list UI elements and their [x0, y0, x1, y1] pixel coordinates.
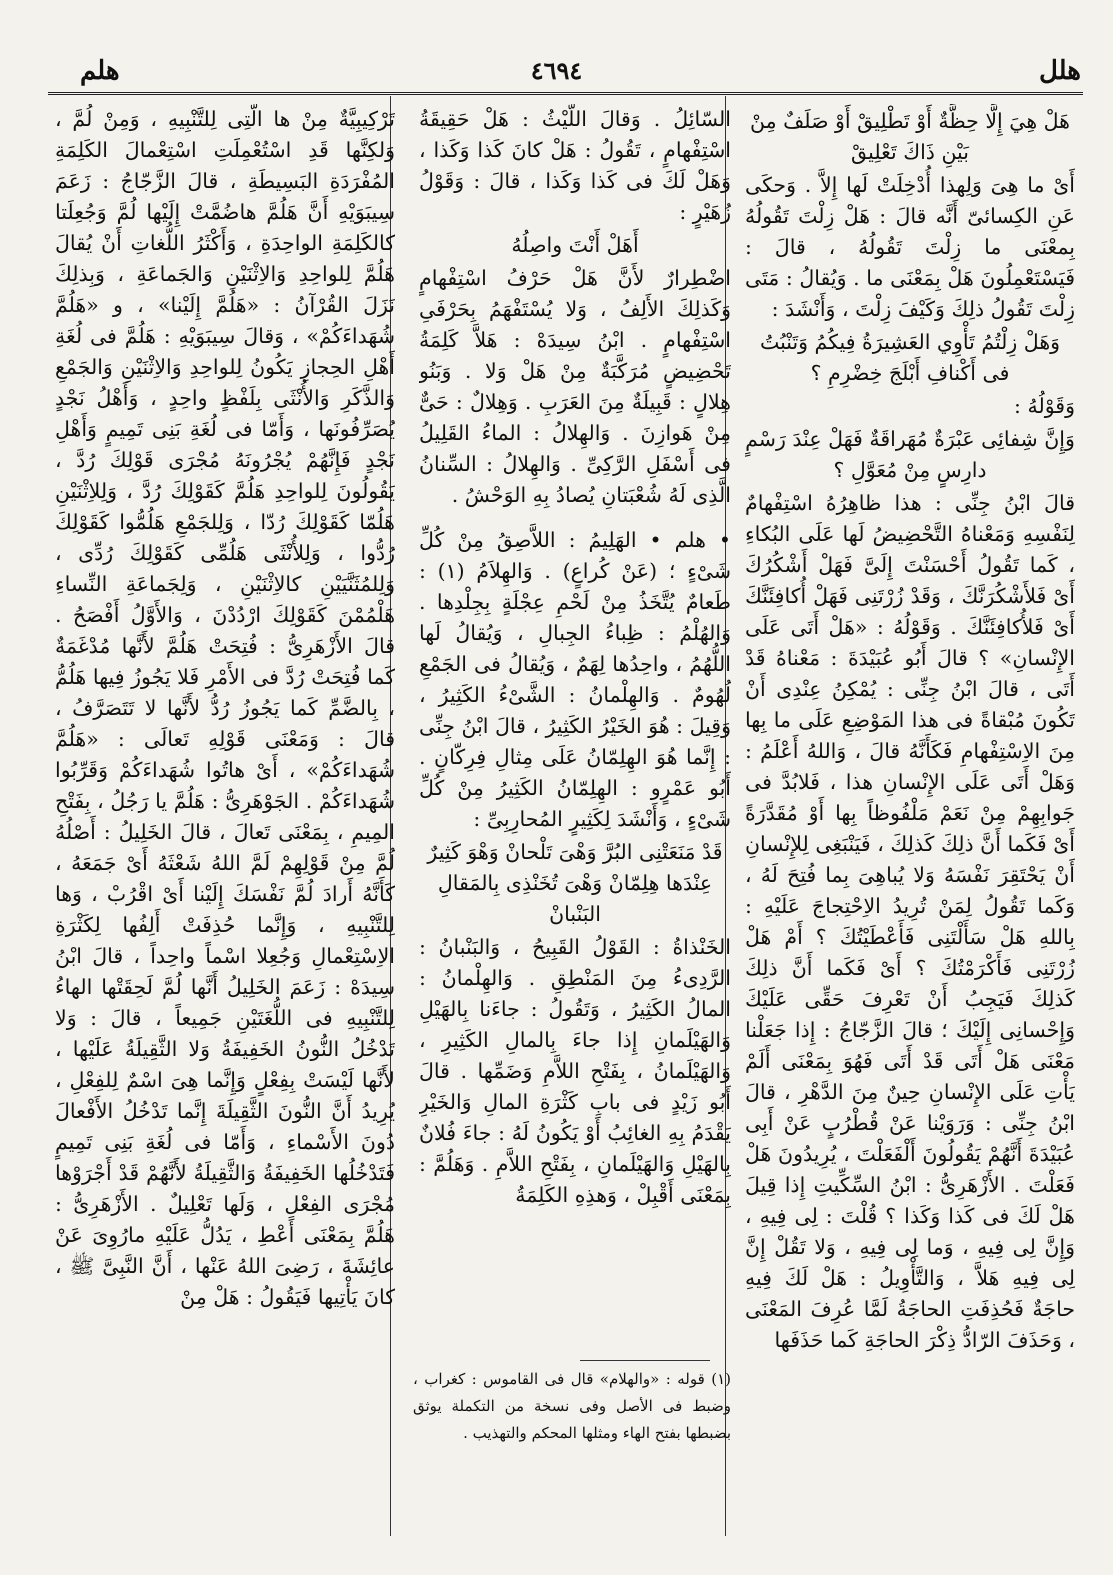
- paragraph: أَىْ ما هِىَ وَلِهذا أُدْخِلَتْ لَها إِلاَّ . وَحكَى عَنِ الكِسائىّ أَنَّه قالَ : هَلْ زِلْتَ تَقُولُهُ بِمعْنَى ما زِلْتَ تَقُولُهُ ، قالَ : فَيَسْتَعْمِلُونَ هَلْ بِمَعْنَى ما . وَيُقالُ : مَتَى زِلْتَ تَقُولُ ذلِكَ وَكَيْفَ زِلْتَ ، وَأَنْشَدَ :: [745, 173, 1075, 321]
- paragraph: اضْطِرارٌ لأَنَّ هَلْ حَرْفُ اسْتِفْهامٍ وَكَذلِكَ الأَلِفُ ، وَلا يُسْتَفْهَمُ بِحَرْفَىِ اسْتِفْهامٍ . ابْنُ سِيدَهْ : هَلاَّ كَلِمَةُ تَحْضِيضٍ مُرَكَّبَةٌ مِنْ هَلْ وَلا . وَبَنُو هِلالٍ : قَبِيلَةٌ مِنَ العَرَبِ . وَهِلالٌ : حَىٌّ مِنْ هَوازِنَ . وَالهِلالُ : الماءُ القَلِيلُ فى أَسْفَلِ الرَّكِىِّ . وَالهِلالُ : السِّنانُ الَّذِى لَهُ شُعْبَتانِ يُصادُ بِهِ الوَحْشُ .: [419, 266, 731, 507]
- text-column-left: [55, 104, 395, 1544]
- paragraph: وَقَوْلُهُ :: [1014, 394, 1075, 418]
- paragraph: تَرْكِيبِيَّةٌ مِنْ ها الَّتِى لِلتَّنْبِيهِ ، وَمِنْ لُمَّ ، وَلكِنَّها قَدِ اسْتُعْمِلَتِ اسْتِعْمالَ الكَلِمَةِ المُفْرَدَةِ البَسِيطَةِ ، قالَ الزَّجّاجُ : زَعَمَ سِيبَوَيْهِ أَنَّ هَلُمَّ هاضُمَّتْ إِلَيْها لُمَّ وَجُعِلَتا كالكَلِمَةِ الواحِدَةِ ، وَأَكْثَرُ اللُّغاتِ أَنْ يُقالَ هَلُمَّ لِلواحِدِ وَالاِثْنَيْنِ وَالجَماعَةِ ، وَبِذلِكَ نَزَلَ القُرْآنُ : «هَلُمَّ إِلَيْنا» ، و «هَلُمَّ شُهَداءَكُمْ» ، وَقالَ سِيبَوَيْهِ : هَلُمَّ فى لُغَةِ أَهْلِ الحِجازِ يَكُونُ لِلواحِدِ وَالاِثْنَيْنِ وَالجَمْعِ وَالذَّكَرِ وَالأُنْثَى بِلَفْظٍ واحِدٍ ، وَأَهْلُ نَجْدٍ يُصَرِّفُونَها ، وَأَمّا فى لُغَةِ بَنِى تَمِيمٍ وَأَهْلِ نَجْدٍ فَإِنَّهُمْ يُجْرُونَهُ مُجْرَى قَوْلِكَ رُدَّ ، يَقُولُونَ لِلواحِدِ هَلُمَّ كَقَوْلِكَ رُدَّ ، وَلِلاِثْنَيْنِ هَلُمّا كَقَوْلِكَ رُدّا ، وَلِلجَمْعِ هَلُمُّوا كَقَوْلِكَ رُدُّوا ، وَلِلأُنْثَى هَلُمِّى كَقَوْلِكَ رُدِّى ، وَلِلمُثَنَّيَيْنِ كالاِثْنَيْنِ ، وَلِجَماعَةِ النِّساءِ هَلْمُمْنَ كَقَوْلِكَ ارْدُدْنَ ، وَالأَوَّلُ أَفْصَحُ . قالَ الأَزْهَرِىُّ : فُتِحَتْ هَلُمَّ لأَنَّها مُدْغَمَةٌ كَما فُتِحَتْ رُدَّ فى الأَمْرِ فَلا يَجُوزُ فِيها هَلُمُّ ، بِالضَّمِّ كَما يَجُوزُ رُدُّ لأَنَّها لا تَتَصَرَّفُ ، قالَ : وَمَعْنَى قَوْلِهِ تَعالَى : «هَلُمَّ شُهَداءَكُمْ» ، أَىْ هاتُوا شُهَداءَكُمْ وَقَرِّبُوا شُهَداءَكُمْ . الجَوْهَرِىُّ : هَلُمَّ يا رَجُلُ ، بِفَتْحِ المِيمِ ، بِمَعْنَى تَعالَ ، قالَ الخَلِيلُ : أَصْلُهُ لُمَّ مِنْ قَوْلِهِمْ لَمَّ اللهُ شَعْثَهُ أَىْ جَمَعَهُ ، كَأَنَّهُ أَرادَ لُمَّ نَفْسَكَ إِلَيْنا أَىْ اقْرُبْ ، وَها لِلتَّنْبِيهِ ، وَإِنَّما حُذِفَتْ أَلِفُها لِكَثْرَةِ الاِسْتِعْمالِ وَجُعِلا اسْماً واحِداً ، قالَ ابْنُ سِيدَهْ : زَعَمَ الخَلِيلُ أَنَّها لُمَّ لَحِقَتْها الهاءُ لِلتَّنْبِيهِ فى اللُّغَتَيْنِ جَمِيعاً ، قالَ : وَلا تَدْخُلُ النُّونُ الخَفِيفَةُ وَلا الثَّقِيلَةُ عَلَيْها ، لأَنَّها لَيْسَتْ بِفِعْلٍ وَإِنَّما هِىَ اسْمٌ لِلفِعْلِ ، يُرِيدُ أَنَّ النُّونَ الثَّقِيلَةَ إِنَّما تَدْخُلُ الأَفْعالَ دُونَ الأَسْماءِ ، وَأَمّا فى لُغَةِ بَنِى تَمِيمٍ فَتَدْخُلُها الخَفِيفَةُ وَالثَّقِيلَةُ لأَنَّهُمْ قَدْ أَجْرَوْها مُجْرَى الفِعْلِ ، وَلَها تَعْلِيلٌ . الأَزْهَرِىُّ : هَلُمَّ بِمَعْنَى أَعْطِ ، يَدُلُّ عَلَيْهِ مارُوِىَ عَنْ عائِشَةَ ، رَضِىَ اللهُ عَنْها ، أَنَّ النَّبِىَّ ﷺ ، كانَ يَأْتِيها فَيَقُولُ : هَلْ مِنْ: [55, 107, 395, 1309]
- header-rule: [48, 92, 1083, 95]
- verse: وَإِنَّ شِفائِى عَبْرَةٌ مُهَراقَةٌ فَهَلْ عِنْدَ رَسْمٍ دارِسٍ مِنْ مُعَوَّلِ ؟: [745, 427, 1075, 482]
- text-column-middle: [419, 104, 731, 1334]
- header-headword-left: هلم: [80, 56, 120, 86]
- paragraph: الخَنْذاةُ : القَوْلُ القَبِيحُ ، وَالبَنْبانُ : الرَّدِىءُ مِنَ المَنْطِقِ . وَالهِلْمانُ : المالُ الكَثِيرُ ، وَتَقُولُ : جاءَنا بِالهَيْلِ وَالهَيْلَمانِ إِذا جاءَ بِالمالِ الكَثِيرِ ، وَالهَيْلَمانُ ، بِفَتْحِ اللاَّمِ وَضَمِّها . قالَ أَبُو زَيْدٍ فى بابِ كَثْرَةِ المالِ وَالخَيْرِ يَقْدَمُ بِهِ الغائِبُ أَوْ يَكُونُ لَهُ : جاءَ فُلانٌ بِالهَيْلِ وَالهَيْلَمانِ ، بِفَتْحِ اللاَّمِ . وَهَلُمَّ : بِمَعْنَى أَقْبِلْ ، وَهذِهِ الكَلِمَةُ: [419, 935, 731, 1207]
- verse: وَهَلْ زِلْتُمُ تَأْوِي العَشِيرَةُ فِيكُمُ وَتَنْبُتُ فى أَكْنافِ أَبْلَجَ خِضْرِمِ ؟: [759, 330, 1061, 385]
- paragraph: قالَ ابْنُ جِنِّى : هذا ظاهِرُهُ اسْتِفْهامٌ لِنَفْسِهِ وَمَعْناهُ التَّحْضِيضُ لَها عَلَى البُكاءِ ، كَما تَقُولُ أَحْسَنْتَ إِلَىَّ فَهَلْ أَشْكُرُكَ أَىْ فَلأَشْكُرَنَّكَ ، وَقَدْ زُرْتَنِى فَهَلْ أُكافِئَنَّكَ أَىْ فَلأُكافِئَنَّكَ . وَقَوْلُهُ : «هَلْ أَتَى عَلَى الإِنْسانِ» ؟ قالَ أَبُو عُبَيْدَةَ : مَعْناهُ قَدْ أَتَى ، قالَ ابْنُ جِنِّى : يُمْكِنُ عِنْدِى أَنْ تَكُونَ مُبْقاةً فى هذا المَوْضِعِ عَلَى ما بِها مِنَ الاِسْتِفْهامِ فَكَأَنَّهُ قالَ ، وَاللهُ أَعْلَمُ : وَهَلْ أَتَى عَلَى الإِنْسانِ هذا ، فَلابُدَّ فى جَوابِهِمْ مِنْ نَعَمْ مَلْفُوظاً بِها أَوْ مُقَدَّرَةً أَىْ فَكَما أَنَّ ذلِكَ كَذلِكَ ، فَيَنْبَغِى لِلإِنْسانِ أَنْ يَحْتَقِرَ نَفْسَهُ وَلا يُباهِىَ بِما فُتِحَ لَهُ ، وَكَما تَقُولُ لِمَنْ تُرِيدُ الاِحْتِجاجَ عَلَيْهِ : بِاللهِ هَلْ سَأَلْتَنِى فَأَعْطَيْتُكَ ؟ أَمْ هَلْ زُرْتَنِى فَأَكْرَمْتُكَ ؟ أَىْ فَكَما أَنَّ ذلِكَ كَذلِكَ فَيَجِبُ أَنْ تَعْرِفَ حَقِّى عَلَيْكَ وَإِحْسانِى إِلَيْكَ ؛ قالَ الزَّجّاجُ : إِذا جَعَلْنا مَعْنَى هَلْ أَتَى قَدْ أَتَى فَهُوَ بِمَعْنَى أَلَمْ يَأْتِ عَلَى الإِنْسانِ حِينٌ مِنَ الدَّهْرِ ، قالَ ابْنُ جِنِّى : وَرَوَيْنا عَنْ قُطْرُبٍ عَنْ أَبِى عُبَيْدَةَ أَنَّهُمْ يَقُولُونَ أَلْفَعَلْتَ ، يُرِيدُونَ هَلْ فَعَلْتَ . الأَزْهَرِىُّ : ابْنُ السِّكِّيتِ إِذا قِيلَ هَلْ لَكَ فى كَذا وَكَذا ؟ قُلْتَ : لِى فِيهِ ، وَإِنَّ لِى فِيهِ ، وَما لِى فِيهِ ، وَلا تَقُلْ إِنَّ لِى فِيهِ هَلاَّ ، وَالتَّأْوِيلُ : هَلْ لَكَ فِيهِ حاجَةٌ فَحُذِفَتِ الحاجَةُ لَمَّا عُرِفَ المَعْنَى ، وَحَذَفَ الرّادُّ ذِكْرَ الحاجَةِ كَما حَذَفَها: [745, 491, 1075, 1352]
- verse: هَلْ هِيَ إِلَّا حِظَّةٌ أَوْ تَطْلِيقْ أَوْ صَلَفٌ مِنْ بَيْنِ ذَاكَ تَعْلِيقْ: [749, 109, 1070, 164]
- paragraph: السّائِلُ . وَقالَ اللَّيْثُ : هَلْ حَقِيقَةُ اسْتِفْهامٍ ، تَقُولُ : هَلْ كانَ كَذا وَكَذا ، وَهَلْ لَكَ فى كَذا وَكَذا ، قالَ : وَقَوْلُ زُهَيْرٍ :: [419, 107, 731, 224]
- verse: قَدْ مَنَعَتْنِى البُرَّ وَهْىَ تَلْحانْ وَهْوَ كَثِيرٌ عِنْدَها هِلِمّانْ وَهْىَ تُخَنْذِى بِالمَقالِ البَنْبانْ: [427, 840, 723, 926]
- footnote: (١) قوله : «والهلام» قال فى القاموس : كغراب ، وضبط فى الأصل وفى نسخة من التكملة يوثق بضبطها بفتح الهاء ومثلها المحكم والتهذيب .: [413, 1370, 731, 1442]
- footnote-rule: [580, 1360, 710, 1361]
- page-number: ٤٦٩٤: [530, 56, 583, 85]
- entry-paragraph: • هلم • الهَلِيمُ : اللاَّصِقُ مِنْ كُلِّ شَىْءٍ ؛ (عَنْ كُراعٍ) . وَالهِلاَمُ (١) : طَعامٌ يُتَّخَذُ مِنْ لَحْمِ عِجْلَةٍ بِجِلْدِها . وَالهُلْمُ : ظِباءُ الجِبالِ ، وَيُقالُ لَها اللُّهُمُ ، واحِدُها لِهَمٌ ، وَيُقالُ فى الجَمْعِ لُهُومٌ . وَالهِلْمانُ : الشَّىْءُ الكَثِيرُ ، وَقِيلَ : هُوَ الخَيْرُ الكَثِيرُ ، قالَ ابْنُ جِنِّى : إِنَّما هُوَ الهِلِمّانُ عَلَى مِثالِ فِرِكّانٍ . أَبُو عَمْرٍو : الهِلِمّانُ الكَثِيرُ مِنْ كُلِّ شَىْءٍ ، وَأَنْشَدَ لِكَثِيرٍ المُحارِبِىِّ :: [419, 528, 731, 831]
- header-headword-right: هلل: [1038, 56, 1081, 86]
- verse: أَهَلْ أَنْتَ واصِلُهُ: [511, 233, 639, 257]
- text-column-right: [745, 104, 1075, 1544]
